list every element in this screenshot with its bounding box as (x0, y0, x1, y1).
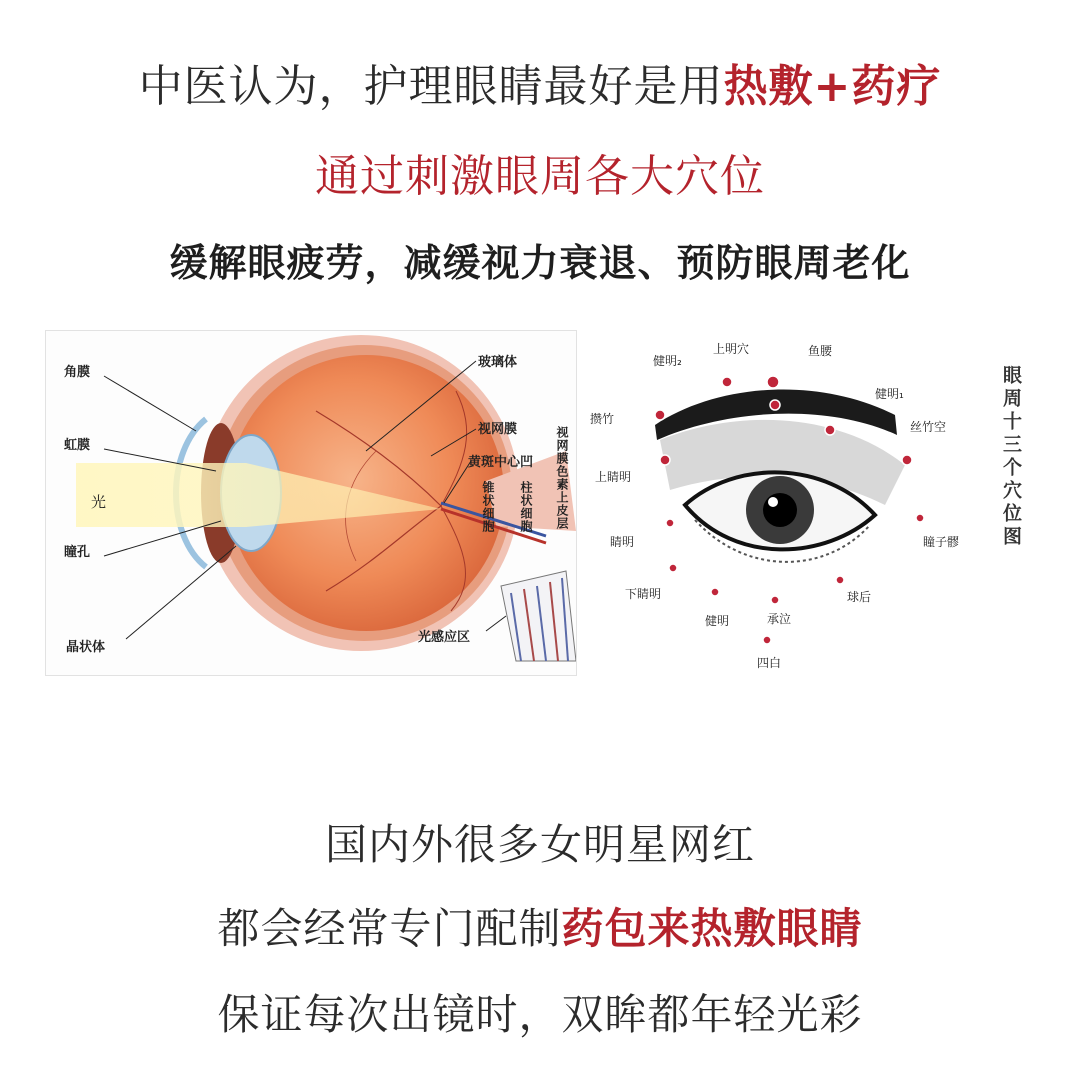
acupoint-chengqi: 承泣 (767, 612, 792, 626)
acupoint-tongziliao: 瞳子髎 (923, 535, 960, 549)
label-cone-cells: 锥状细胞 (481, 481, 495, 533)
acupoint-sibai: 四白 (757, 656, 782, 670)
acupoint-yuyao: 鱼腰 (808, 344, 833, 358)
intro-line-1 (0, 50, 1080, 114)
label-fovea: 黄斑中心凹 (468, 455, 534, 470)
label-cornea: 角膜 (64, 365, 91, 380)
label-light: 光 (91, 493, 107, 511)
label-photoreceptor-zone: 光感应区 (418, 630, 471, 645)
intro-line-1-text: 中医认为，护理眼睛最好是用 (138, 61, 724, 112)
outro-line-5-text: 都会经常专门配制 (217, 904, 562, 953)
outro-line-4: 国内外很多女明星网红 (324, 820, 755, 869)
acupoint-xiajingming: 下睛明 (625, 587, 662, 601)
acupoint-qiuhou: 球后 (847, 590, 872, 604)
eye-anatomy-diagram (45, 330, 577, 676)
acupoint-jianming-upper-left: 健明₂ (653, 354, 682, 368)
outro-line-5 (0, 896, 1080, 956)
eye-acupoint-diagram (585, 330, 1035, 680)
acupoint-jianming-upper-right: 健明₁ (875, 387, 904, 401)
intro-line-2: 通过刺激眼周各大穴位 (315, 151, 765, 202)
label-pupil: 瞳孔 (64, 545, 91, 560)
acupoint-jingming: 睛明 (610, 535, 635, 549)
label-rod-cells: 柱状细胞 (519, 481, 533, 533)
acupoint-diagram-title: 眼周十三个穴位图 (1000, 365, 1022, 549)
outro-line-6: 保证每次出镜时，双眸都年轻光彩 (217, 990, 863, 1039)
acupoint-shangjingming: 上睛明 (595, 470, 632, 484)
eye-acupoint-illustration (585, 330, 985, 680)
intro-line-3: 缓解眼疲劳，减缓视力衰退、预防眼周老化 (169, 241, 911, 285)
acupoint-sizhukong: 丝竹空 (910, 420, 947, 434)
label-vitreous: 玻璃体 (478, 355, 518, 370)
intro-line-1-highlight: 热敷+药疗 (723, 61, 942, 112)
acupoint-zanzhu: 攒竹 (590, 412, 615, 426)
label-rpe: 视网膜色素上皮层 (555, 426, 569, 530)
label-retina: 视网膜 (478, 422, 518, 437)
acupoint-shangmingxue: 上明穴 (713, 342, 750, 356)
label-iris: 虹膜 (64, 438, 91, 453)
label-lens: 晶状体 (66, 640, 106, 655)
outro-line-5-highlight: 药包来热敷眼睛 (561, 904, 863, 953)
acupoint-jianming-lower: 健明 (705, 614, 730, 628)
